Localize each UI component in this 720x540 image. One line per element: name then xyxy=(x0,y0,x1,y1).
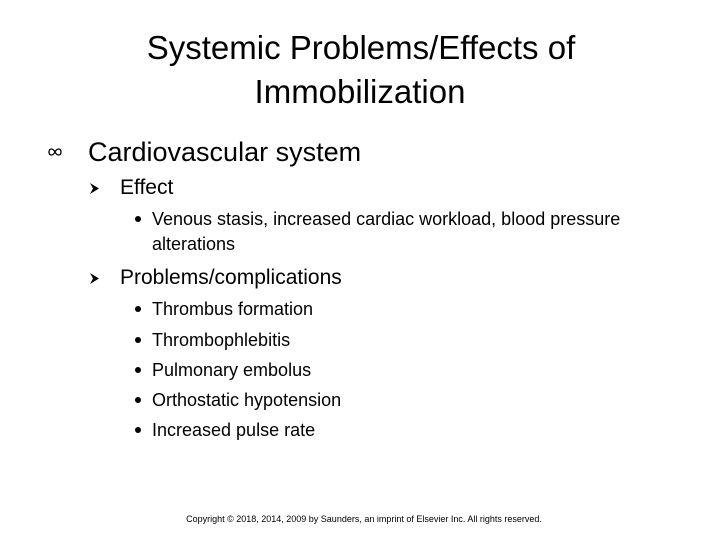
dot-bullet-icon xyxy=(135,427,141,433)
dot-bullet-icon xyxy=(135,306,141,312)
list-item: Thrombus formation xyxy=(152,299,314,319)
arrowhead-bullet-icon xyxy=(89,272,100,285)
dot-bullet-icon xyxy=(135,337,141,343)
dot-bullet-icon xyxy=(135,216,141,222)
list-item: Increased pulse rate xyxy=(152,420,316,440)
slide-title-line-1: Systemic Problems/Effects of xyxy=(146,29,576,66)
copyright-footer: Copyright © 2018, 2014, 2009 by Saunders, an imprint of Elsevier Inc. All rights reserved. xyxy=(186,514,542,524)
bullet-effect: Effect xyxy=(120,176,174,199)
dot-bullet-icon xyxy=(135,397,141,403)
bullet-cardiovascular-system: Cardiovascular system xyxy=(88,137,362,167)
infinity-bullet-icon xyxy=(48,147,62,157)
slide-title xyxy=(0,26,720,114)
dot-bullet-icon xyxy=(135,367,141,373)
slide-title-line-2: Immobilization xyxy=(254,73,466,110)
list-item: Orthostatic hypotension xyxy=(152,390,342,410)
bullet-problems-complications: Problems/complications xyxy=(120,266,342,289)
arrowhead-bullet-icon xyxy=(89,182,100,195)
bullet-effect-detail: Venous stasis, increased cardiac workload, blood pressure alterations xyxy=(152,209,621,254)
list-item: Pulmonary embolus xyxy=(152,360,312,380)
list-item: Thrombophlebitis xyxy=(152,330,291,350)
